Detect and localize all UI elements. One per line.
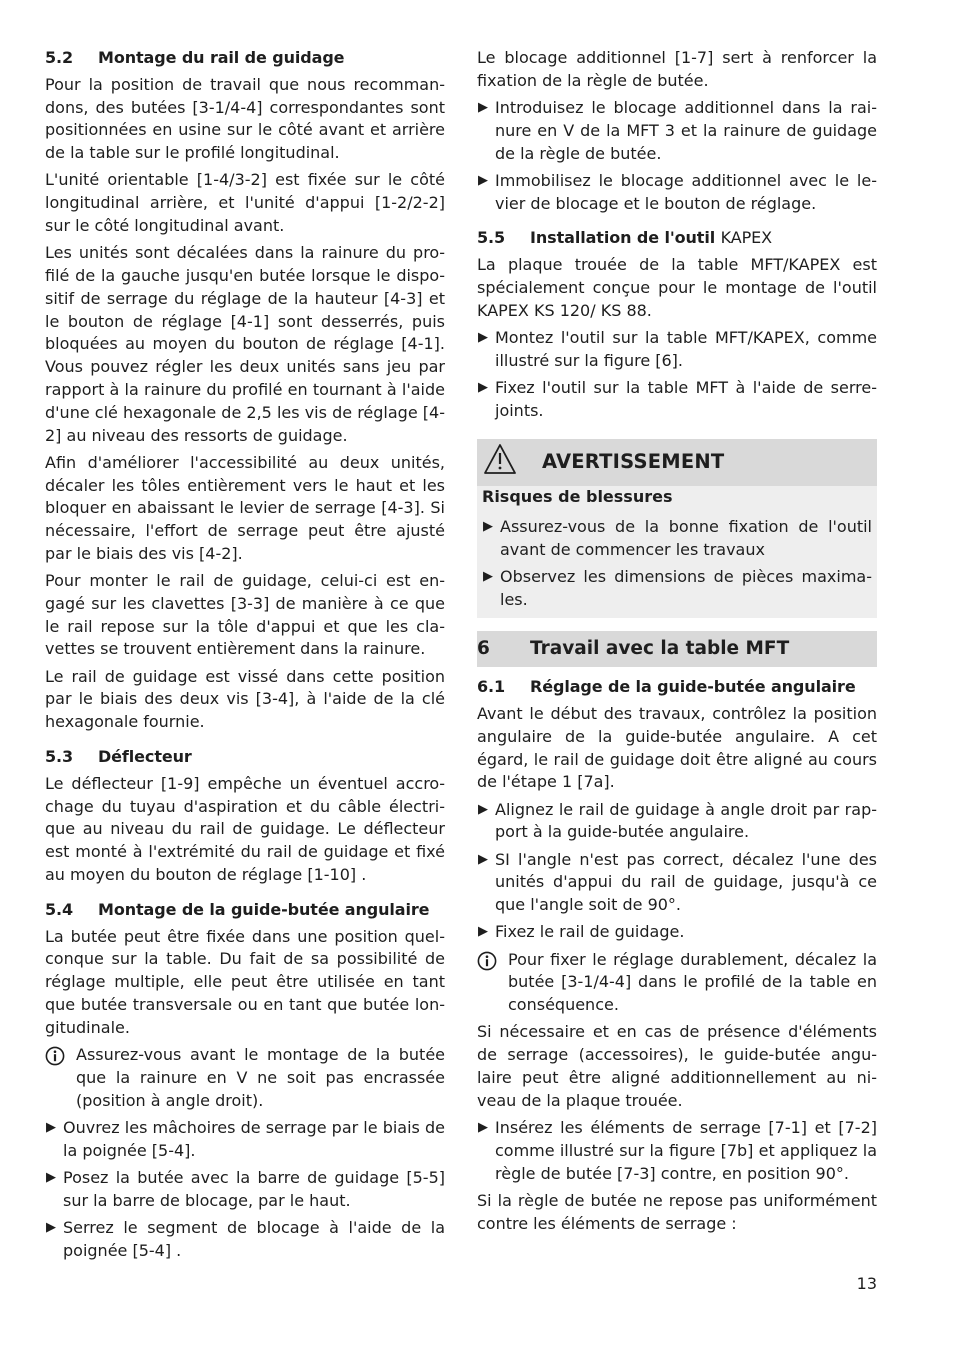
- warning-step: [477, 566, 877, 612]
- instruction-step: [477, 327, 877, 373]
- section-heading-5-5: [477, 227, 877, 250]
- instruction-step: [477, 170, 877, 216]
- step-text: Montez l'outil sur la table MFT/KAPEX, comme illustré sur la figure [6].: [495, 327, 877, 370]
- section-heading-5-3: [45, 746, 445, 769]
- paragraph: Afin d'améliorer l'accessibilité au deux unités, décaler les tôles entièrement vers le haut et les bloquer en abaissant le levier de serrage [4-3]. Si nécessaire, l'effort de serrage peut être ajusté par le biais des vis [4-2].: [45, 452, 445, 563]
- info-note: [477, 949, 877, 1017]
- step-text: Fixez le rail de guidage.: [495, 922, 685, 942]
- triangle-right-icon: ▶: [46, 1119, 56, 1135]
- paragraph: Le blocage additionnel [1-7] sert à renforcer la fixation de la règle de butée.: [477, 48, 877, 90]
- step-text: Fixez l'outil sur la table MFT à l'aide de serrejoints.: [495, 377, 877, 420]
- instruction-step: [45, 1217, 445, 1263]
- triangle-right-icon: ▶: [478, 801, 488, 817]
- step-text: Assurez-vous de la bonne fixation de l'outil avant de commencer les travaux: [500, 517, 872, 560]
- step-text: SI l'angle n'est pas correct, décalez l'une des unités d'appui du rail de guidage, jusqu'à ce que l'angle soit de 90°.: [495, 849, 877, 915]
- right-column: [477, 47, 877, 1240]
- instruction-step: [45, 1117, 445, 1163]
- paragraph: Si la règle de butée ne repose pas uniformément contre les éléments de serrage :: [477, 1190, 877, 1233]
- section-title: [530, 227, 772, 250]
- section-heading-5-2: [45, 47, 445, 70]
- section-number: 6.1: [477, 677, 506, 697]
- warning-title: AVERTISSEMENT: [542, 449, 725, 473]
- section-number: 5.2: [45, 48, 74, 67]
- triangle-right-icon: ▶: [478, 851, 488, 867]
- instruction-step: [477, 921, 877, 944]
- step-text: Ouvrez les mâchoires de serrage par le biais de la poignée [5-4].: [63, 1117, 445, 1160]
- triangle-right-icon: ▶: [478, 172, 488, 188]
- section-title: Montage de la guide-butée angulaire: [98, 899, 430, 919]
- section-heading-5-4: [45, 899, 445, 922]
- paragraph: Si nécessaire et en cas de présence d'éléments de serrage (accessoires), le guide-butée angulaire peut être aligné additionnellement au niveau de la plaque trouée.: [477, 1022, 877, 1110]
- brand-kapex: KAPEX: [477, 300, 529, 320]
- triangle-right-icon: ▶: [46, 1169, 56, 1185]
- section-title-text: Installation de l'outil: [530, 228, 716, 248]
- step-text: Immobilisez le blocage additionnel avec le levier de blocage et le bouton de réglage.: [495, 170, 877, 213]
- warning-subtitle: Risques de blessures: [482, 486, 673, 506]
- warning-header: [477, 439, 877, 486]
- warning-step: [477, 516, 877, 562]
- left-column: [45, 47, 445, 1267]
- warning-box: [477, 439, 877, 619]
- chapter-number: 6: [477, 637, 490, 659]
- step-text: Observez les dimensions de pièces maximales.: [500, 567, 872, 610]
- paragraph: L'unité orientable [1-4/3-2] est fixée sur le côté longitudinal arrière, et l'unité d'appui [1-2/2-2] sur le côté longitudinal avant.: [45, 170, 445, 235]
- triangle-right-icon: ▶: [483, 569, 493, 585]
- step-text: Alignez le rail de guidage à angle droit par rapport à la guide-butée angulaire.: [495, 799, 877, 842]
- step-text: Posez la butée avec la barre de guidage [5-5] sur la barre de blocage, par le haut.: [63, 1167, 445, 1210]
- info-circle-icon: [477, 949, 508, 1017]
- paragraph: Avant le début des travaux, contrôlez la position angulaire de la guide-butée angulaire. A cet égard, le rail de guidage doit être aligné au cours de l'étape 1 [7a].: [477, 704, 877, 792]
- instruction-step: [477, 97, 877, 165]
- paragraph: Pour la position de travail que nous recommandons, des butées [3-1/4-4] correspondantes sont positionnées en usine sur le côté avant et arrière de la table sur le profilé longitudinal.: [45, 74, 445, 163]
- paragraph: Les unités sont décalées dans la rainure du profilé de la gauche jusqu'en butée lorsque le dispositif de serrage du réglage de la hauteur [4-3] et le bouton de réglage [4-1] sont desserrés, puis bloquées au moyen du bouton de réglage [4-1]. Vous pouvez régler les deux unités sans jeu par rapport à la rainure du profilé en tournant à l'aide d'une clé hexagonale de 2,5 les vis de réglage [4-2] au niveau des ressorts de guidage.: [45, 243, 445, 445]
- info-text: Pour fixer le réglage durablement, décalez la butée [3-1/4-4] dans le profilé de la table en conséquence.: [508, 949, 877, 1015]
- info-text: Assurez-vous avant le montage de la butée que la rainure en V ne soit pas encrassée (position à angle droit).: [76, 1045, 445, 1110]
- chapter-title: Travail avec la table MFT: [530, 637, 790, 659]
- text-run: La plaque trouée de la table MFT/KAPEX est spécialement conçue pour le montage de l'outil: [477, 255, 877, 297]
- section-title: Réglage de la guide-butée angulaire: [530, 677, 856, 697]
- instruction-step: [477, 849, 877, 917]
- paragraph: La butée peut être fixée dans une position quelconque sur la table. Du fait de sa possibilité de réglage multiple, elle peut être utilisée en tant que butée transversale ou en tant que butée longitudinale.: [45, 926, 445, 1037]
- chapter-heading-6: [477, 631, 877, 667]
- paragraph: Le déflecteur [1-9] empêche un éventuel accrochage du tuyau d'aspiration et du câble électrique au niveau du rail de guidage. Le déflecteur est monté à l'extrémité du rail de guidage et fixé au moyen du bouton de réglage [1-10] .: [45, 773, 445, 885]
- section-title: Montage du rail de guidage: [98, 48, 345, 67]
- paragraph: Le rail de guidage est vissé dans cette position par le biais des deux vis [3-4], à l'aide de la clé hexagonale fournie.: [45, 666, 445, 732]
- paragraph: Pour monter le rail de guidage, celui-ci est engagé sur les clavettes [3-3] de manière à ce que le rail repose sur la tôle d'appui et que les clavettes se trouvent entièrement dans la rainure.: [45, 571, 445, 659]
- brand-kapex: KAPEX: [720, 228, 772, 248]
- section-number: 5.5: [477, 228, 506, 248]
- step-text: Serrez le segment de blocage à l'aide de la poignée [5-4] .: [63, 1217, 445, 1260]
- triangle-right-icon: ▶: [478, 329, 488, 345]
- info-circle-icon: [45, 1044, 76, 1112]
- triangle-right-icon: ▶: [478, 1119, 488, 1135]
- step-text: Introduisez le blocage additionnel dans la rainure en V de la MFT 3 et la rainure de guidage de la règle de butée.: [495, 97, 877, 163]
- instruction-step: [45, 1167, 445, 1213]
- triangle-right-icon: ▶: [483, 519, 493, 535]
- info-note: [45, 1044, 445, 1112]
- triangle-right-icon: ▶: [478, 924, 488, 940]
- step-text: Insérez les éléments de serrage [7-1] et [7-2] comme illustré sur la figure [7b] et appliquez la règle de butée [7-3] contre, en position 90°.: [495, 1117, 877, 1183]
- instruction-step: [477, 377, 877, 423]
- section-number: 5.3: [45, 747, 74, 767]
- triangle-right-icon: ▶: [478, 99, 488, 115]
- triangle-right-icon: ▶: [46, 1219, 56, 1235]
- page-number: 13: [856, 1274, 877, 1293]
- section-number: 5.4: [45, 899, 74, 919]
- section-heading-6-1: [477, 676, 877, 699]
- triangle-right-icon: ▶: [478, 379, 488, 395]
- section-title: Déflecteur: [98, 747, 192, 767]
- paragraph: [477, 254, 877, 322]
- instruction-step: [477, 799, 877, 845]
- instruction-step: [477, 1117, 877, 1185]
- warning-triangle-icon: [483, 443, 517, 482]
- text-run: KS 120/ KS 88.: [528, 300, 652, 320]
